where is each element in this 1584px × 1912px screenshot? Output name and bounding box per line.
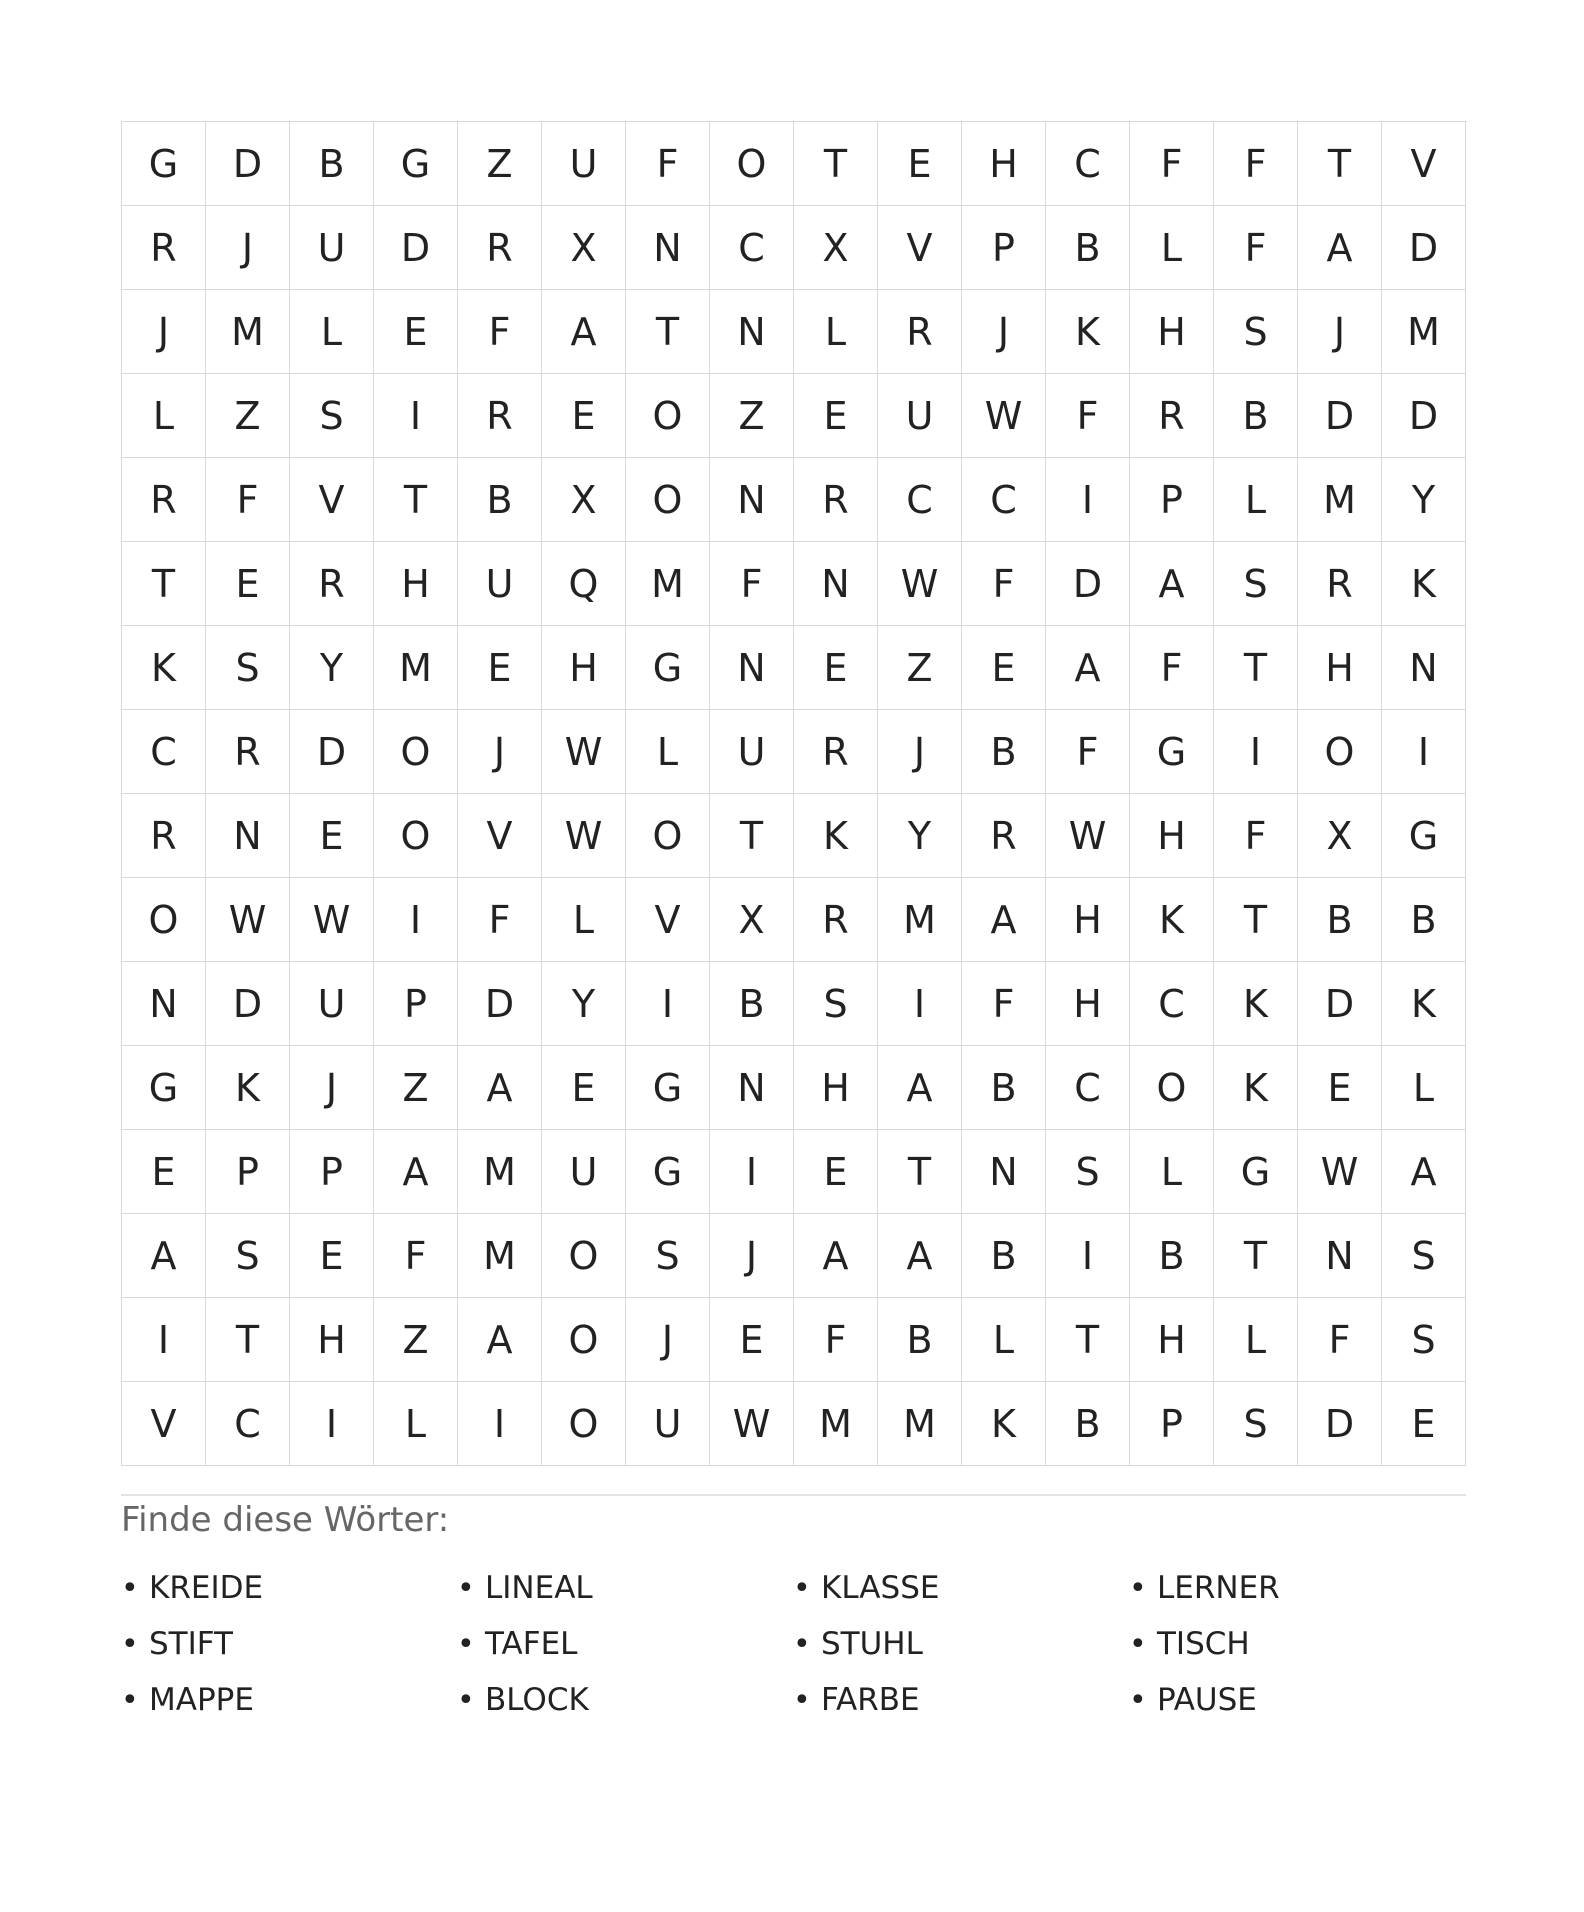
grid-cell[interactable]: H xyxy=(374,542,458,626)
grid-cell[interactable]: D xyxy=(458,962,542,1046)
grid-cell[interactable]: O xyxy=(542,1382,626,1466)
grid-cell[interactable]: I xyxy=(710,1130,794,1214)
word-label: FARBE xyxy=(821,1682,920,1718)
grid-cell[interactable]: W xyxy=(206,878,290,962)
grid-cell[interactable]: P xyxy=(206,1130,290,1214)
grid-cell[interactable]: X xyxy=(1298,794,1382,878)
grid-cell[interactable]: C xyxy=(1046,1046,1130,1130)
grid-cell[interactable]: J xyxy=(122,290,206,374)
grid-cell[interactable]: A xyxy=(794,1214,878,1298)
grid-cell[interactable]: G xyxy=(1130,710,1214,794)
grid-cell[interactable]: F xyxy=(1214,122,1298,206)
grid-cell[interactable]: D xyxy=(1046,542,1130,626)
grid-cell[interactable]: R xyxy=(122,206,206,290)
grid-cell[interactable]: S xyxy=(1046,1130,1130,1214)
grid-cell[interactable]: S xyxy=(206,1214,290,1298)
grid-cell[interactable]: B xyxy=(962,710,1046,794)
grid-cell[interactable]: U xyxy=(290,962,374,1046)
grid-cell[interactable]: N xyxy=(626,206,710,290)
grid-cell[interactable]: H xyxy=(794,1046,878,1130)
grid-cell[interactable]: O xyxy=(542,1214,626,1298)
grid-cell[interactable]: G xyxy=(374,122,458,206)
grid-cell[interactable]: C xyxy=(710,206,794,290)
grid-cell[interactable]: T xyxy=(1214,626,1298,710)
grid-cell[interactable]: U xyxy=(542,1130,626,1214)
word-search-puzzle xyxy=(121,121,1463,1466)
grid-cell[interactable]: F xyxy=(1214,794,1298,878)
word-label: LINEAL xyxy=(485,1570,593,1606)
grid-cell[interactable]: I xyxy=(1382,710,1466,794)
grid-cell[interactable]: N xyxy=(1298,1214,1382,1298)
grid-cell[interactable]: Y xyxy=(878,794,962,878)
bullet-icon: • xyxy=(121,1682,139,1718)
grid-cell[interactable]: F xyxy=(374,1214,458,1298)
grid-cell[interactable]: L xyxy=(1214,458,1298,542)
grid-cell[interactable]: G xyxy=(1214,1130,1298,1214)
grid-cell[interactable]: M xyxy=(1382,290,1466,374)
word-list-item xyxy=(1129,1616,1465,1672)
grid-cell[interactable]: K xyxy=(1046,290,1130,374)
grid-cell[interactable]: L xyxy=(1130,206,1214,290)
grid-cell[interactable]: O xyxy=(374,794,458,878)
grid-cell[interactable]: J xyxy=(626,1298,710,1382)
grid-cell[interactable]: Z xyxy=(206,374,290,458)
grid-cell[interactable]: B xyxy=(1214,374,1298,458)
word-list-item xyxy=(793,1560,1129,1616)
grid-cell[interactable]: G xyxy=(626,626,710,710)
grid-cell[interactable]: L xyxy=(1130,1130,1214,1214)
grid-cell[interactable]: B xyxy=(1298,878,1382,962)
bullet-icon: • xyxy=(121,1570,139,1606)
grid-cell[interactable]: B xyxy=(878,1298,962,1382)
grid-cell[interactable]: E xyxy=(794,374,878,458)
bullet-icon: • xyxy=(793,1682,811,1718)
grid-cell[interactable]: U xyxy=(290,206,374,290)
grid-cell[interactable]: F xyxy=(1298,1298,1382,1382)
grid-cell[interactable]: E xyxy=(962,626,1046,710)
grid-cell[interactable]: A xyxy=(1046,626,1130,710)
grid-cell[interactable]: O xyxy=(1130,1046,1214,1130)
grid-cell[interactable]: P xyxy=(1130,458,1214,542)
grid-cell[interactable]: A xyxy=(458,1298,542,1382)
grid-cell[interactable]: F xyxy=(1046,374,1130,458)
grid-cell[interactable]: B xyxy=(458,458,542,542)
grid-cell[interactable]: S xyxy=(290,374,374,458)
grid-cell[interactable]: A xyxy=(458,1046,542,1130)
grid-cell[interactable]: N xyxy=(1382,626,1466,710)
word-list-item xyxy=(457,1672,793,1728)
grid-cell[interactable]: Q xyxy=(542,542,626,626)
word-list-item xyxy=(1129,1560,1465,1616)
grid-cell[interactable]: B xyxy=(962,1214,1046,1298)
grid-cell[interactable]: O xyxy=(1298,710,1382,794)
grid-cell[interactable]: Z xyxy=(374,1298,458,1382)
grid-cell[interactable]: D xyxy=(1298,374,1382,458)
grid-cell[interactable]: Z xyxy=(374,1046,458,1130)
grid-cell[interactable]: N xyxy=(710,626,794,710)
grid-cell[interactable]: K xyxy=(794,794,878,878)
grid-cell[interactable]: K xyxy=(206,1046,290,1130)
grid-cell[interactable]: A xyxy=(1382,1130,1466,1214)
grid-cell[interactable]: K xyxy=(962,1382,1046,1466)
grid-cell[interactable]: H xyxy=(1130,1298,1214,1382)
grid-cell[interactable]: V xyxy=(290,458,374,542)
bullet-icon: • xyxy=(457,1626,475,1662)
grid-cell[interactable]: T xyxy=(626,290,710,374)
grid-cell[interactable]: C xyxy=(122,710,206,794)
grid-cell[interactable]: K xyxy=(1130,878,1214,962)
grid-cell[interactable]: I xyxy=(122,1298,206,1382)
grid-cell[interactable]: C xyxy=(1046,122,1130,206)
grid-cell[interactable]: P xyxy=(962,206,1046,290)
grid-cell[interactable]: B xyxy=(1046,1382,1130,1466)
grid-cell[interactable]: T xyxy=(878,1130,962,1214)
grid-cell[interactable]: I xyxy=(878,962,962,1046)
grid-cell[interactable]: J xyxy=(962,290,1046,374)
grid-cell[interactable]: Y xyxy=(542,962,626,1046)
word-label: KLASSE xyxy=(821,1570,940,1606)
grid-cell[interactable]: E xyxy=(794,626,878,710)
grid-cell[interactable]: R xyxy=(1130,374,1214,458)
grid-cell[interactable]: D xyxy=(1298,1382,1382,1466)
grid-cell[interactable]: C xyxy=(878,458,962,542)
grid-cell[interactable]: D xyxy=(1382,374,1466,458)
grid-cell[interactable]: A xyxy=(542,290,626,374)
grid-cell[interactable]: G xyxy=(626,1130,710,1214)
word-label: PAUSE xyxy=(1157,1682,1257,1718)
bullet-icon: • xyxy=(1129,1682,1147,1718)
grid-cell[interactable]: E xyxy=(458,626,542,710)
bullet-icon: • xyxy=(1129,1570,1147,1606)
grid-cell[interactable]: W xyxy=(1046,794,1130,878)
grid-cell[interactable]: R xyxy=(794,878,878,962)
grid-cell[interactable]: F xyxy=(962,962,1046,1046)
grid-cell[interactable]: R xyxy=(206,710,290,794)
grid-cell[interactable]: W xyxy=(710,1382,794,1466)
grid-cell[interactable]: H xyxy=(1130,290,1214,374)
grid-cell[interactable]: D xyxy=(206,122,290,206)
grid-cell[interactable]: F xyxy=(794,1298,878,1382)
word-list-item xyxy=(1129,1672,1465,1728)
grid-cell[interactable]: F xyxy=(710,542,794,626)
grid-cell[interactable]: B xyxy=(1382,878,1466,962)
grid-cell[interactable]: F xyxy=(458,290,542,374)
grid-cell[interactable]: B xyxy=(290,122,374,206)
grid-cell[interactable]: Z xyxy=(710,374,794,458)
grid-cell[interactable]: R xyxy=(458,206,542,290)
grid-cell[interactable]: O xyxy=(626,374,710,458)
grid-cell[interactable]: K xyxy=(1214,1046,1298,1130)
grid-cell[interactable]: S xyxy=(626,1214,710,1298)
grid-cell[interactable]: E xyxy=(794,1130,878,1214)
grid-cell[interactable]: S xyxy=(206,626,290,710)
grid-cell[interactable]: F xyxy=(1046,710,1130,794)
grid-cell[interactable]: P xyxy=(374,962,458,1046)
grid-cell[interactable]: I xyxy=(626,962,710,1046)
grid-cell[interactable]: V xyxy=(458,794,542,878)
word-label: LERNER xyxy=(1157,1570,1280,1606)
grid-cell[interactable]: E xyxy=(206,542,290,626)
bullet-icon: • xyxy=(457,1570,475,1606)
grid-cell[interactable]: Y xyxy=(1382,458,1466,542)
word-label: BLOCK xyxy=(485,1682,589,1718)
grid-cell[interactable]: N xyxy=(206,794,290,878)
grid-cell[interactable]: K xyxy=(122,626,206,710)
grid-cell[interactable]: H xyxy=(542,626,626,710)
grid-cell[interactable]: W xyxy=(878,542,962,626)
grid-cell[interactable]: P xyxy=(1130,1382,1214,1466)
word-list-item xyxy=(793,1616,1129,1672)
grid-cell[interactable]: T xyxy=(122,542,206,626)
grid-cell[interactable]: L xyxy=(626,710,710,794)
grid-cell[interactable]: M xyxy=(794,1382,878,1466)
grid-cell[interactable]: B xyxy=(1046,206,1130,290)
word-label: KREIDE xyxy=(149,1570,264,1606)
grid-cell[interactable]: R xyxy=(794,710,878,794)
grid-cell[interactable]: A xyxy=(1298,206,1382,290)
grid-cell[interactable]: A xyxy=(122,1214,206,1298)
grid-cell[interactable]: A xyxy=(878,1046,962,1130)
grid-cell[interactable]: U xyxy=(542,122,626,206)
grid-cell[interactable]: N xyxy=(710,458,794,542)
grid-cell[interactable]: V xyxy=(878,206,962,290)
grid-cell[interactable]: T xyxy=(1214,1214,1298,1298)
grid-cell[interactable]: U xyxy=(878,374,962,458)
grid-cell[interactable]: R xyxy=(290,542,374,626)
grid-cell[interactable]: S xyxy=(1214,542,1298,626)
bullet-icon: • xyxy=(1129,1626,1147,1662)
grid-cell[interactable]: D xyxy=(206,962,290,1046)
grid-cell[interactable]: E xyxy=(542,374,626,458)
grid-cell[interactable]: O xyxy=(122,878,206,962)
grid-cell[interactable]: M xyxy=(878,1382,962,1466)
grid-cell[interactable]: M xyxy=(374,626,458,710)
grid-cell[interactable]: F xyxy=(626,122,710,206)
grid-cell[interactable]: T xyxy=(1046,1298,1130,1382)
grid-cell[interactable]: X xyxy=(542,206,626,290)
grid-cell[interactable]: N xyxy=(710,290,794,374)
grid-cell[interactable]: R xyxy=(458,374,542,458)
grid-cell[interactable]: A xyxy=(1130,542,1214,626)
grid-cell[interactable]: I xyxy=(1046,458,1130,542)
grid-cell[interactable]: L xyxy=(374,1382,458,1466)
word-label: STIFT xyxy=(149,1626,233,1662)
grid-cell[interactable]: J xyxy=(290,1046,374,1130)
grid-cell[interactable]: U xyxy=(710,710,794,794)
grid-cell[interactable]: E xyxy=(122,1130,206,1214)
grid-cell[interactable]: C xyxy=(962,458,1046,542)
grid-cell[interactable]: J xyxy=(1298,290,1382,374)
grid-cell[interactable]: M xyxy=(458,1214,542,1298)
grid-cell[interactable]: A xyxy=(878,1214,962,1298)
grid-cell[interactable]: Z xyxy=(458,122,542,206)
grid-cell[interactable]: R xyxy=(962,794,1046,878)
grid-cell[interactable]: L xyxy=(542,878,626,962)
grid-cell[interactable]: S xyxy=(1214,1382,1298,1466)
bullet-icon: • xyxy=(793,1626,811,1662)
grid-cell[interactable]: B xyxy=(962,1046,1046,1130)
grid-cell[interactable]: I xyxy=(374,878,458,962)
grid-cell[interactable]: D xyxy=(1382,206,1466,290)
grid-cell[interactable]: I xyxy=(374,374,458,458)
grid-cell[interactable]: H xyxy=(290,1298,374,1382)
grid-cell[interactable]: E xyxy=(290,1214,374,1298)
grid-cell[interactable]: S xyxy=(1214,290,1298,374)
grid-cell[interactable]: O xyxy=(542,1298,626,1382)
word-label: STUHL xyxy=(821,1626,923,1662)
grid-cell[interactable]: B xyxy=(1130,1214,1214,1298)
word-label: MAPPE xyxy=(149,1682,254,1718)
grid-cell[interactable]: T xyxy=(710,794,794,878)
grid-cell[interactable]: H xyxy=(1298,626,1382,710)
grid-cell[interactable]: E xyxy=(710,1298,794,1382)
grid-cell[interactable]: V xyxy=(122,1382,206,1466)
grid-cell[interactable]: N xyxy=(122,962,206,1046)
grid-cell[interactable]: T xyxy=(794,122,878,206)
word-list-item xyxy=(121,1560,457,1616)
grid-cell[interactable]: G xyxy=(1382,794,1466,878)
grid-cell[interactable]: X xyxy=(794,206,878,290)
grid-cell[interactable]: S xyxy=(1382,1214,1466,1298)
grid-cell[interactable]: S xyxy=(1382,1298,1466,1382)
grid-cell[interactable]: M xyxy=(626,542,710,626)
grid-cell[interactable]: J xyxy=(458,710,542,794)
grid-cell[interactable]: S xyxy=(794,962,878,1046)
divider xyxy=(121,1494,1466,1496)
word-list-item xyxy=(121,1616,457,1672)
grid-cell[interactable]: H xyxy=(1130,794,1214,878)
grid-cell[interactable]: E xyxy=(1298,1046,1382,1130)
grid-cell[interactable]: D xyxy=(1298,962,1382,1046)
grid-cell[interactable]: M xyxy=(878,878,962,962)
grid-cell[interactable]: R xyxy=(1298,542,1382,626)
bullet-icon: • xyxy=(793,1570,811,1606)
instructions-label: Finde diese Wörter: xyxy=(121,1500,450,1540)
grid-cell[interactable]: F xyxy=(1130,122,1214,206)
grid-cell[interactable]: I xyxy=(290,1382,374,1466)
grid-cell[interactable]: T xyxy=(206,1298,290,1382)
grid-cell[interactable]: J xyxy=(878,710,962,794)
grid-cell[interactable]: Y xyxy=(290,626,374,710)
grid-cell[interactable]: E xyxy=(542,1046,626,1130)
grid-cell[interactable]: L xyxy=(122,374,206,458)
grid-cell[interactable]: N xyxy=(794,542,878,626)
grid-cell[interactable]: L xyxy=(962,1298,1046,1382)
grid-cell[interactable]: O xyxy=(626,458,710,542)
grid-cell[interactable]: K xyxy=(1382,962,1466,1046)
grid-cell[interactable]: M xyxy=(458,1130,542,1214)
grid-cell[interactable]: G xyxy=(122,122,206,206)
grid-cell[interactable]: P xyxy=(290,1130,374,1214)
grid-cell[interactable]: U xyxy=(626,1382,710,1466)
letter-grid xyxy=(121,121,1467,1466)
word-list-item xyxy=(121,1672,457,1728)
grid-cell[interactable]: A xyxy=(962,878,1046,962)
grid-cell[interactable]: G xyxy=(626,1046,710,1130)
grid-cell[interactable]: E xyxy=(878,122,962,206)
grid-cell[interactable]: X xyxy=(710,878,794,962)
word-list-item xyxy=(793,1672,1129,1728)
grid-cell[interactable]: K xyxy=(1214,962,1298,1046)
grid-cell[interactable]: T xyxy=(374,458,458,542)
grid-cell[interactable]: L xyxy=(290,290,374,374)
grid-cell[interactable]: I xyxy=(1046,1214,1130,1298)
grid-cell[interactable]: N xyxy=(962,1130,1046,1214)
grid-cell[interactable]: I xyxy=(458,1382,542,1466)
grid-cell[interactable]: M xyxy=(1298,458,1382,542)
grid-cell[interactable]: K xyxy=(1382,542,1466,626)
bullet-icon: • xyxy=(457,1682,475,1718)
grid-cell[interactable]: J xyxy=(710,1214,794,1298)
grid-cell[interactable]: L xyxy=(1214,1298,1298,1382)
grid-cell[interactable]: Z xyxy=(878,626,962,710)
grid-cell[interactable]: O xyxy=(710,122,794,206)
grid-cell[interactable]: N xyxy=(710,1046,794,1130)
grid-cell[interactable]: W xyxy=(542,794,626,878)
grid-cell[interactable]: F xyxy=(458,878,542,962)
grid-cell[interactable]: V xyxy=(626,878,710,962)
grid-cell[interactable]: W xyxy=(290,878,374,962)
word-list-item xyxy=(457,1616,793,1672)
grid-cell[interactable]: A xyxy=(374,1130,458,1214)
grid-cell[interactable]: E xyxy=(374,290,458,374)
grid-cell[interactable]: W xyxy=(962,374,1046,458)
grid-cell[interactable]: W xyxy=(542,710,626,794)
word-label: TAFEL xyxy=(485,1626,578,1662)
grid-cell[interactable]: G xyxy=(122,1046,206,1130)
grid-cell[interactable]: L xyxy=(794,290,878,374)
grid-cell[interactable]: R xyxy=(878,290,962,374)
grid-cell[interactable]: H xyxy=(1046,878,1130,962)
grid-cell[interactable]: F xyxy=(1130,626,1214,710)
grid-cell[interactable]: W xyxy=(1298,1130,1382,1214)
grid-cell[interactable]: L xyxy=(1382,1046,1466,1130)
grid-cell[interactable]: T xyxy=(1214,878,1298,962)
grid-cell[interactable]: O xyxy=(626,794,710,878)
grid-cell[interactable]: O xyxy=(374,710,458,794)
grid-cell[interactable]: D xyxy=(290,710,374,794)
grid-cell[interactable]: T xyxy=(1298,122,1382,206)
grid-cell[interactable]: R xyxy=(794,458,878,542)
word-list xyxy=(121,1560,1466,1728)
grid-cell[interactable]: U xyxy=(458,542,542,626)
grid-cell[interactable]: X xyxy=(542,458,626,542)
grid-cell[interactable]: M xyxy=(206,290,290,374)
grid-cell[interactable]: H xyxy=(962,122,1046,206)
grid-cell[interactable]: F xyxy=(962,542,1046,626)
word-label: TISCH xyxy=(1157,1626,1250,1662)
grid-cell[interactable]: R xyxy=(122,794,206,878)
grid-cell[interactable]: E xyxy=(290,794,374,878)
bullet-icon: • xyxy=(121,1626,139,1662)
grid-cell[interactable]: F xyxy=(1214,206,1298,290)
grid-cell[interactable]: B xyxy=(710,962,794,1046)
grid-cell[interactable]: V xyxy=(1382,122,1466,206)
grid-cell[interactable]: F xyxy=(206,458,290,542)
grid-cell[interactable]: D xyxy=(374,206,458,290)
grid-cell[interactable]: J xyxy=(206,206,290,290)
grid-cell[interactable]: R xyxy=(122,458,206,542)
grid-cell[interactable]: C xyxy=(206,1382,290,1466)
grid-cell[interactable]: H xyxy=(1046,962,1130,1046)
word-list-item xyxy=(457,1560,793,1616)
grid-cell[interactable]: C xyxy=(1130,962,1214,1046)
grid-cell[interactable]: E xyxy=(1382,1382,1466,1466)
grid-cell[interactable]: I xyxy=(1214,710,1298,794)
